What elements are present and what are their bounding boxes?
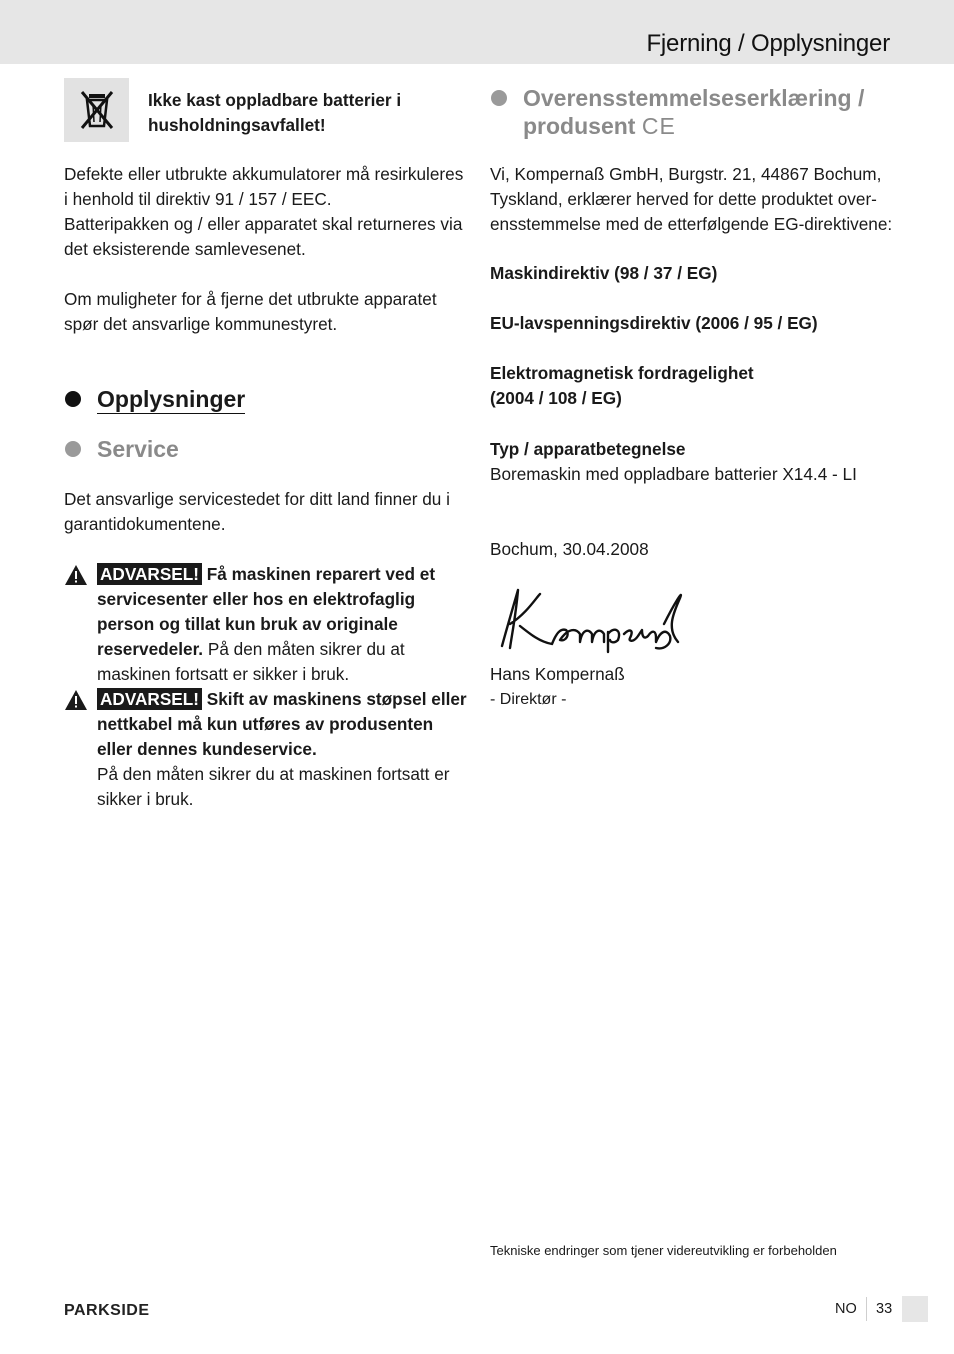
footer-divider [866,1297,867,1321]
warning-text: På den måten sikrer du at maskinen fortsatt er sikker i bruk. [97,639,405,684]
heading-conformity: Overensstemmelseserklæring / produsent CE [490,84,927,140]
recycle-paragraph-1: Defekte eller utbrukte akkumulatorer må resirkuleres i henhold til direktiv 91 / 157 / EEC. [64,164,464,209]
signature-image [496,584,686,656]
heading-opplysninger: Opplysninger [64,385,245,413]
warning-block-1 [64,562,467,687]
service-paragraph: Det ansvarlige servicestedet for ditt land finner du i garantidokumentene. [64,489,450,534]
warning-text-bold: Skift av maskinens støpsel eller nettkabel må kun utføres av produsenten eller dennes kundeservice. [97,689,467,759]
disposal-paragraph: Om muligheter for å fjerne det utbrukte apparatet spør det ansvarlige kommunestyret. [64,289,437,334]
heading-service: Service [64,435,179,463]
ce-mark-icon: CE [641,113,676,139]
page-marker-box [902,1296,928,1322]
technical-changes-note: Tekniske endringer som tjener videreutvikling er forbeholden [490,1243,837,1258]
warning-triangle-icon [64,564,88,586]
brand-logo: PARKSIDE [64,1302,150,1319]
language-code: NO [835,1301,857,1317]
warning-block-2 [64,687,467,812]
directive-low-voltage: EU-lavspenningsdirektiv (2006 / 95 / EG) [490,313,818,333]
bullet-icon [65,441,81,457]
bullet-icon [65,391,81,407]
directive-emc-line2: (2004 / 108 / EG) [490,388,622,408]
declaration-intro: Vi, Kompernaß GmbH, Burgstr. 21, 44867 Bochum, Tyskland, erklærer herved for dette produktet overensstemmelse med de etterfølgende EG-direktivene: [490,164,893,234]
battery-disposal-note: Ikke kast oppladbare batterier i husholdningsavfallet! [148,90,402,135]
signer-name: Hans Kompernaß [490,664,625,684]
page-title: Fjerning / Opplysninger [646,30,890,57]
type-value: Boremaskin med oppladbare batterier X14.4 - LI [490,464,857,484]
directive-machinery: Maskindirektiv (98 / 37 / EG) [490,263,718,283]
directive-emc-line1: Elektromagnetisk fordragelighet [490,363,754,383]
recycle-paragraph-2: Batteripakken og / eller apparatet skal returneres via det eksisterende samlevesenet. [64,214,463,259]
warning-text-bold: Få maskinen reparert ved et servicesenter eller hos en elektrofaglig person og tillat kun bruk av originale reservedeler. [97,564,436,659]
place-date: Bochum, 30.04.2008 [490,539,649,559]
warning-text: På den måten sikrer du at maskinen fortsatt er sikker i bruk. [97,764,450,809]
signer-title: - Direktør - [490,691,567,708]
bullet-icon [491,90,507,106]
warning-badge: ADVARSEL! [97,563,202,585]
warning-badge: ADVARSEL! [97,688,202,710]
warning-triangle-icon [64,689,88,711]
type-label: Typ / apparatbetegnelse [490,439,686,459]
crossed-out-bin-icon [64,78,129,142]
page-number: 33 [876,1301,893,1317]
